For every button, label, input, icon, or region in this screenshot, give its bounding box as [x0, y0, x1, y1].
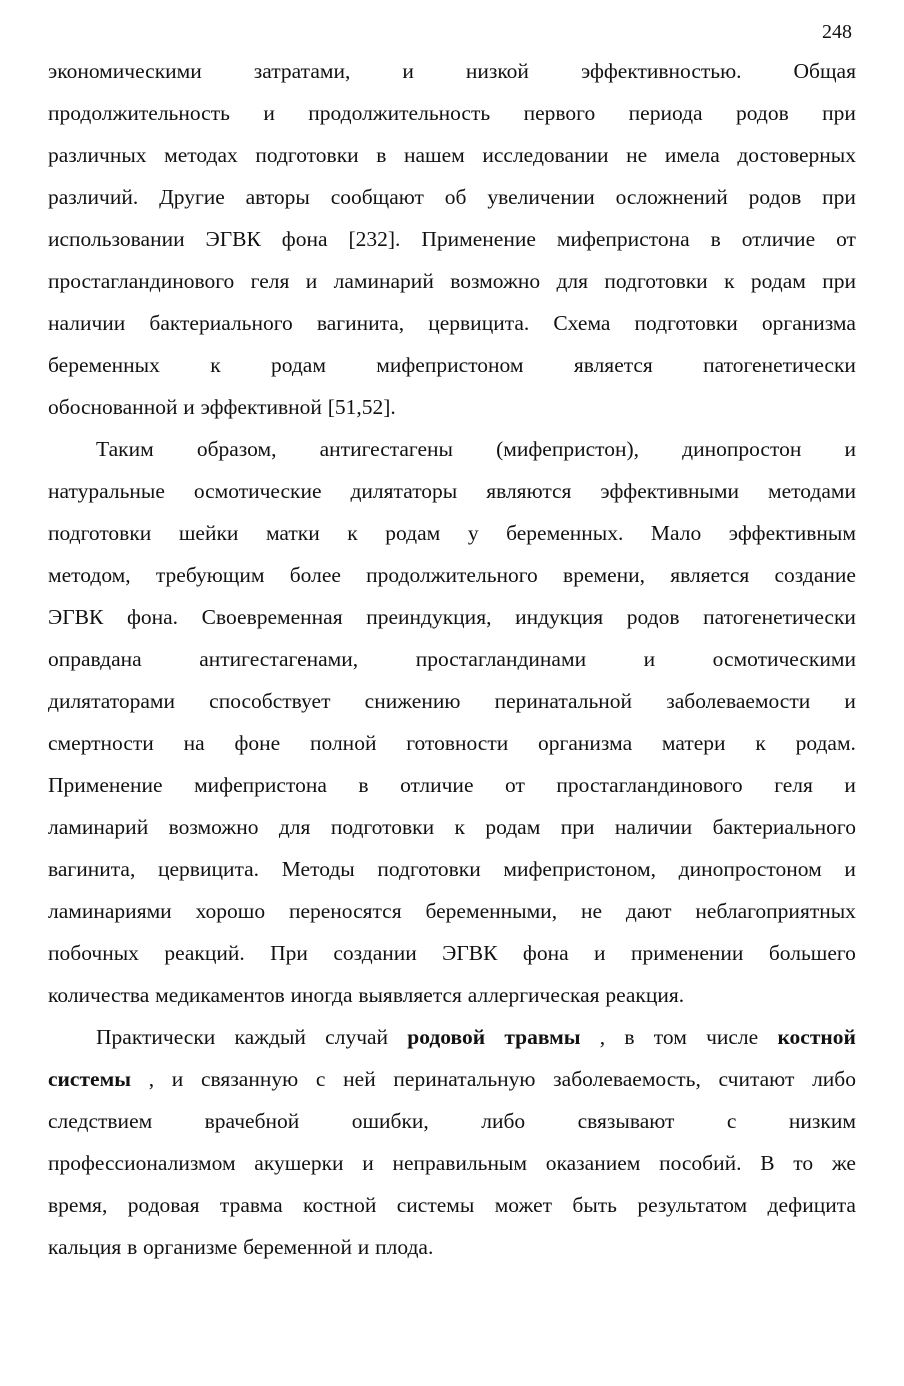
word: бактериального	[712, 815, 856, 839]
word: [51,52].	[327, 395, 396, 419]
word: не	[626, 143, 648, 167]
text-line	[48, 722, 856, 764]
word: осмотические	[193, 479, 322, 503]
word: является	[670, 563, 750, 587]
word: фона	[281, 227, 328, 251]
word: динопростон	[682, 437, 802, 461]
word: требующим	[155, 563, 265, 587]
word: фона.	[126, 605, 179, 629]
word: эффективностью.	[580, 59, 742, 83]
word: неправильным	[392, 1151, 528, 1175]
bold-word: травмы	[504, 1025, 581, 1049]
word: ,	[599, 1025, 606, 1049]
word: и	[844, 689, 856, 713]
word: связанную	[201, 1067, 299, 1091]
word: ЭГВК	[442, 941, 498, 965]
word: экономическими	[48, 59, 202, 83]
word: плода.	[375, 1235, 434, 1259]
word: родам.	[795, 731, 856, 755]
word: геля	[250, 269, 290, 293]
word: низким	[788, 1109, 856, 1133]
word: профессионализмом	[48, 1151, 236, 1175]
word: увеличении	[487, 185, 595, 209]
text-line	[48, 1058, 856, 1100]
word: и	[844, 773, 856, 797]
word: на	[183, 731, 205, 755]
text-line	[48, 260, 856, 302]
word: при	[822, 269, 856, 293]
word: фона	[522, 941, 569, 965]
text-line	[48, 638, 856, 680]
word: Таким	[96, 437, 154, 461]
word: подготовки	[255, 143, 359, 167]
word: простагландинового	[556, 773, 743, 797]
word: с	[726, 1109, 737, 1133]
word: ней	[343, 1067, 376, 1091]
word: организме	[143, 1235, 238, 1259]
word: родам	[270, 353, 326, 377]
word: создание	[774, 563, 856, 587]
word: наличии	[614, 815, 693, 839]
word: кальция	[48, 1235, 122, 1259]
text-line	[48, 512, 856, 554]
word: считают	[718, 1067, 795, 1091]
word: наличии	[48, 311, 126, 335]
word: и	[362, 1151, 374, 1175]
word: том	[653, 1025, 687, 1049]
word: и	[844, 437, 856, 461]
word: заболеваемости	[666, 689, 811, 713]
text-line	[48, 302, 856, 344]
word: фоне	[234, 731, 281, 755]
word: дают	[625, 899, 672, 923]
word: времени,	[563, 563, 646, 587]
word: эффективным	[728, 521, 856, 545]
word: в	[127, 1235, 138, 1259]
word: либо	[812, 1067, 856, 1091]
body-text	[48, 50, 856, 1268]
word: цервицита.	[428, 311, 530, 335]
word: Общая	[793, 59, 856, 83]
word: подготовки	[634, 311, 738, 335]
bold-word: системы	[48, 1067, 132, 1091]
word: к	[724, 269, 735, 293]
word: и	[263, 101, 275, 125]
word: образом,	[196, 437, 277, 461]
text-line	[48, 596, 856, 638]
word: при	[822, 101, 856, 125]
word: и	[594, 941, 606, 965]
word: Практически	[96, 1025, 216, 1049]
word: травма	[219, 1193, 283, 1217]
word: случай	[325, 1025, 389, 1049]
word: полной	[309, 731, 377, 755]
word: подготовки	[330, 815, 435, 839]
text-line	[48, 50, 856, 92]
word: к	[347, 521, 358, 545]
word: матери	[661, 731, 726, 755]
word: каждый	[234, 1025, 306, 1049]
word: динопростоном	[678, 857, 822, 881]
word: обоснованной	[48, 395, 178, 419]
word: костной	[303, 1193, 377, 1217]
word: беременных	[48, 353, 160, 377]
word: и	[844, 857, 856, 881]
word: для	[556, 269, 589, 293]
word: подготовки	[48, 521, 152, 545]
word: оправдана	[48, 647, 142, 671]
word: и	[183, 395, 195, 419]
word: либо	[481, 1109, 526, 1133]
word: мифепристона	[194, 773, 327, 797]
word: затратами,	[253, 59, 351, 83]
word: переносятся	[288, 899, 402, 923]
word: и	[402, 59, 414, 83]
text-line	[48, 890, 856, 932]
word: врачебной	[204, 1109, 300, 1133]
word: у	[467, 521, 479, 545]
word: достоверных	[737, 143, 856, 167]
word: эффективными	[600, 479, 740, 503]
word: осложнений	[615, 185, 728, 209]
word: Применение	[48, 773, 163, 797]
word: и	[305, 269, 318, 293]
word: антигестагенами,	[199, 647, 359, 671]
word: мифепристона	[556, 227, 690, 251]
word: нашем	[404, 143, 465, 167]
word: Своевременная	[201, 605, 343, 629]
word: от	[836, 227, 856, 251]
word: об	[444, 185, 467, 209]
word: время,	[48, 1193, 108, 1217]
text-line	[48, 470, 856, 512]
word: Другие	[159, 185, 225, 209]
word: медикаментов	[155, 983, 285, 1007]
word: ЭГВК	[48, 605, 104, 629]
word: различных	[48, 143, 147, 167]
text-line	[48, 344, 856, 386]
word: При	[270, 941, 308, 965]
word: ,	[148, 1067, 155, 1091]
word: дилятаторы	[350, 479, 458, 503]
word: ламинарий	[48, 815, 149, 839]
word: и	[357, 1235, 370, 1259]
word: с	[315, 1067, 326, 1091]
text-line	[48, 134, 856, 176]
word: продолжительность	[308, 101, 491, 125]
word: дилятаторами	[48, 689, 175, 713]
word: реакций.	[164, 941, 245, 965]
word: к	[210, 353, 221, 377]
word: натуральные	[48, 479, 165, 503]
word: родам	[750, 269, 806, 293]
word: простагландинами	[415, 647, 587, 671]
word: перинатальную	[393, 1067, 536, 1091]
word: готовности	[406, 731, 509, 755]
word: вагинита,	[316, 311, 405, 335]
word: отличие	[400, 773, 474, 797]
word: в	[358, 773, 369, 797]
word: беременной	[243, 1235, 352, 1259]
word: ошибки,	[351, 1109, 429, 1133]
text-line	[48, 974, 856, 1016]
word: следствием	[48, 1109, 153, 1133]
word: возможно	[168, 815, 259, 839]
word: дефицита	[767, 1193, 856, 1217]
word: методом,	[48, 563, 131, 587]
word: вагинита,	[48, 857, 136, 881]
word: родам	[385, 521, 441, 545]
text-line	[48, 764, 856, 806]
word: имела	[664, 143, 720, 167]
word: числе	[706, 1025, 759, 1049]
text-line	[48, 806, 856, 848]
word: быть	[572, 1193, 617, 1217]
word: патогенетически	[703, 353, 856, 377]
word: при	[560, 815, 595, 839]
word: Мало	[650, 521, 702, 545]
word: системы	[396, 1193, 475, 1217]
word: Методы	[281, 857, 355, 881]
text-line	[48, 1100, 856, 1142]
word: родов	[736, 101, 789, 125]
word: для	[278, 815, 311, 839]
text-line	[48, 1142, 856, 1184]
word: продолжительного	[366, 563, 538, 587]
word: хорошо	[195, 899, 266, 923]
word: методами	[767, 479, 856, 503]
word: в	[624, 1025, 635, 1049]
word: от	[505, 773, 525, 797]
word: первого	[523, 101, 596, 125]
word: и	[171, 1067, 184, 1091]
text-line	[48, 1016, 856, 1058]
word: низкой	[465, 59, 529, 83]
word: бактериального	[149, 311, 293, 335]
word: перинатальной	[494, 689, 633, 713]
word: периода	[628, 101, 703, 125]
word: беременными,	[425, 899, 558, 923]
word: различий.	[48, 185, 139, 209]
word: связывают	[577, 1109, 675, 1133]
text-line	[48, 428, 856, 470]
word: родам	[485, 815, 541, 839]
word: антигестагены	[319, 437, 453, 461]
word: авторы	[245, 185, 310, 209]
word: исследовании	[482, 143, 609, 167]
text-line	[48, 932, 856, 974]
word: [232].	[348, 227, 401, 251]
text-line	[48, 92, 856, 134]
word: иногда	[290, 983, 353, 1007]
word: В	[760, 1151, 775, 1175]
word: индукция	[515, 605, 604, 629]
word: родов	[748, 185, 802, 209]
word: цервицита.	[158, 857, 260, 881]
word: осмотическими	[712, 647, 856, 671]
word: то	[793, 1151, 814, 1175]
word: ЭГВК	[205, 227, 261, 251]
word: отличие	[741, 227, 816, 251]
page-number: 248	[822, 21, 852, 43]
word: мифепристоном,	[503, 857, 656, 881]
word: подготовки	[604, 269, 708, 293]
text-line	[48, 554, 856, 596]
word: большего	[768, 941, 856, 965]
word: геля	[774, 773, 813, 797]
word: создании	[333, 941, 417, 965]
word: использовании	[48, 227, 185, 251]
text-line	[48, 386, 856, 428]
word: методах	[164, 143, 238, 167]
word: более	[289, 563, 341, 587]
word: количества	[48, 983, 150, 1007]
word: ламинарий	[333, 269, 434, 293]
word: к	[454, 815, 465, 839]
word: реакция.	[605, 983, 685, 1007]
word: являются	[486, 479, 572, 503]
word: оказанием	[545, 1151, 641, 1175]
word: и	[643, 647, 656, 671]
word: результатом	[637, 1193, 748, 1217]
word: не	[580, 899, 603, 923]
word: эффективной	[200, 395, 322, 419]
word: в	[376, 143, 387, 167]
word: шейки	[178, 521, 239, 545]
word: смертности	[48, 731, 154, 755]
word: организма	[761, 311, 856, 335]
word: преиндукция,	[366, 605, 492, 629]
word: продолжительность	[48, 101, 230, 125]
word: заболеваемость,	[553, 1067, 701, 1091]
word: мифепристоном	[376, 353, 524, 377]
word: применении	[630, 941, 744, 965]
word: при	[822, 185, 856, 209]
word: является	[573, 353, 653, 377]
text-line	[48, 176, 856, 218]
word: организма	[538, 731, 633, 755]
text-line	[48, 1226, 856, 1268]
word: снижению	[364, 689, 461, 713]
word: матки	[265, 521, 320, 545]
text-line	[48, 848, 856, 890]
word: Применение	[421, 227, 536, 251]
word: в	[710, 227, 721, 251]
text-line	[48, 680, 856, 722]
word: пособий.	[659, 1151, 742, 1175]
word: подготовки	[377, 857, 481, 881]
word: патогенетически	[703, 605, 856, 629]
bold-word: костной	[777, 1025, 856, 1049]
text-line	[48, 1184, 856, 1226]
word: выявляется	[358, 983, 462, 1007]
word: способствует	[209, 689, 331, 713]
word: может	[494, 1193, 553, 1217]
bold-word: родовой	[407, 1025, 486, 1049]
word: возможно	[450, 269, 541, 293]
word: Схема	[553, 311, 611, 335]
word: родов	[626, 605, 680, 629]
word: побочных	[48, 941, 139, 965]
word: аллергическая	[467, 983, 600, 1007]
word: к	[755, 731, 766, 755]
text-line	[48, 218, 856, 260]
word: ламинариями	[48, 899, 172, 923]
word: (мифепристон),	[496, 437, 640, 461]
word: сообщают	[330, 185, 424, 209]
word: простагландинового	[48, 269, 235, 293]
word: родовая	[127, 1193, 200, 1217]
word: акушерки	[254, 1151, 344, 1175]
word: неблагоприятных	[695, 899, 856, 923]
word: же	[831, 1151, 856, 1175]
word: беременных.	[506, 521, 624, 545]
